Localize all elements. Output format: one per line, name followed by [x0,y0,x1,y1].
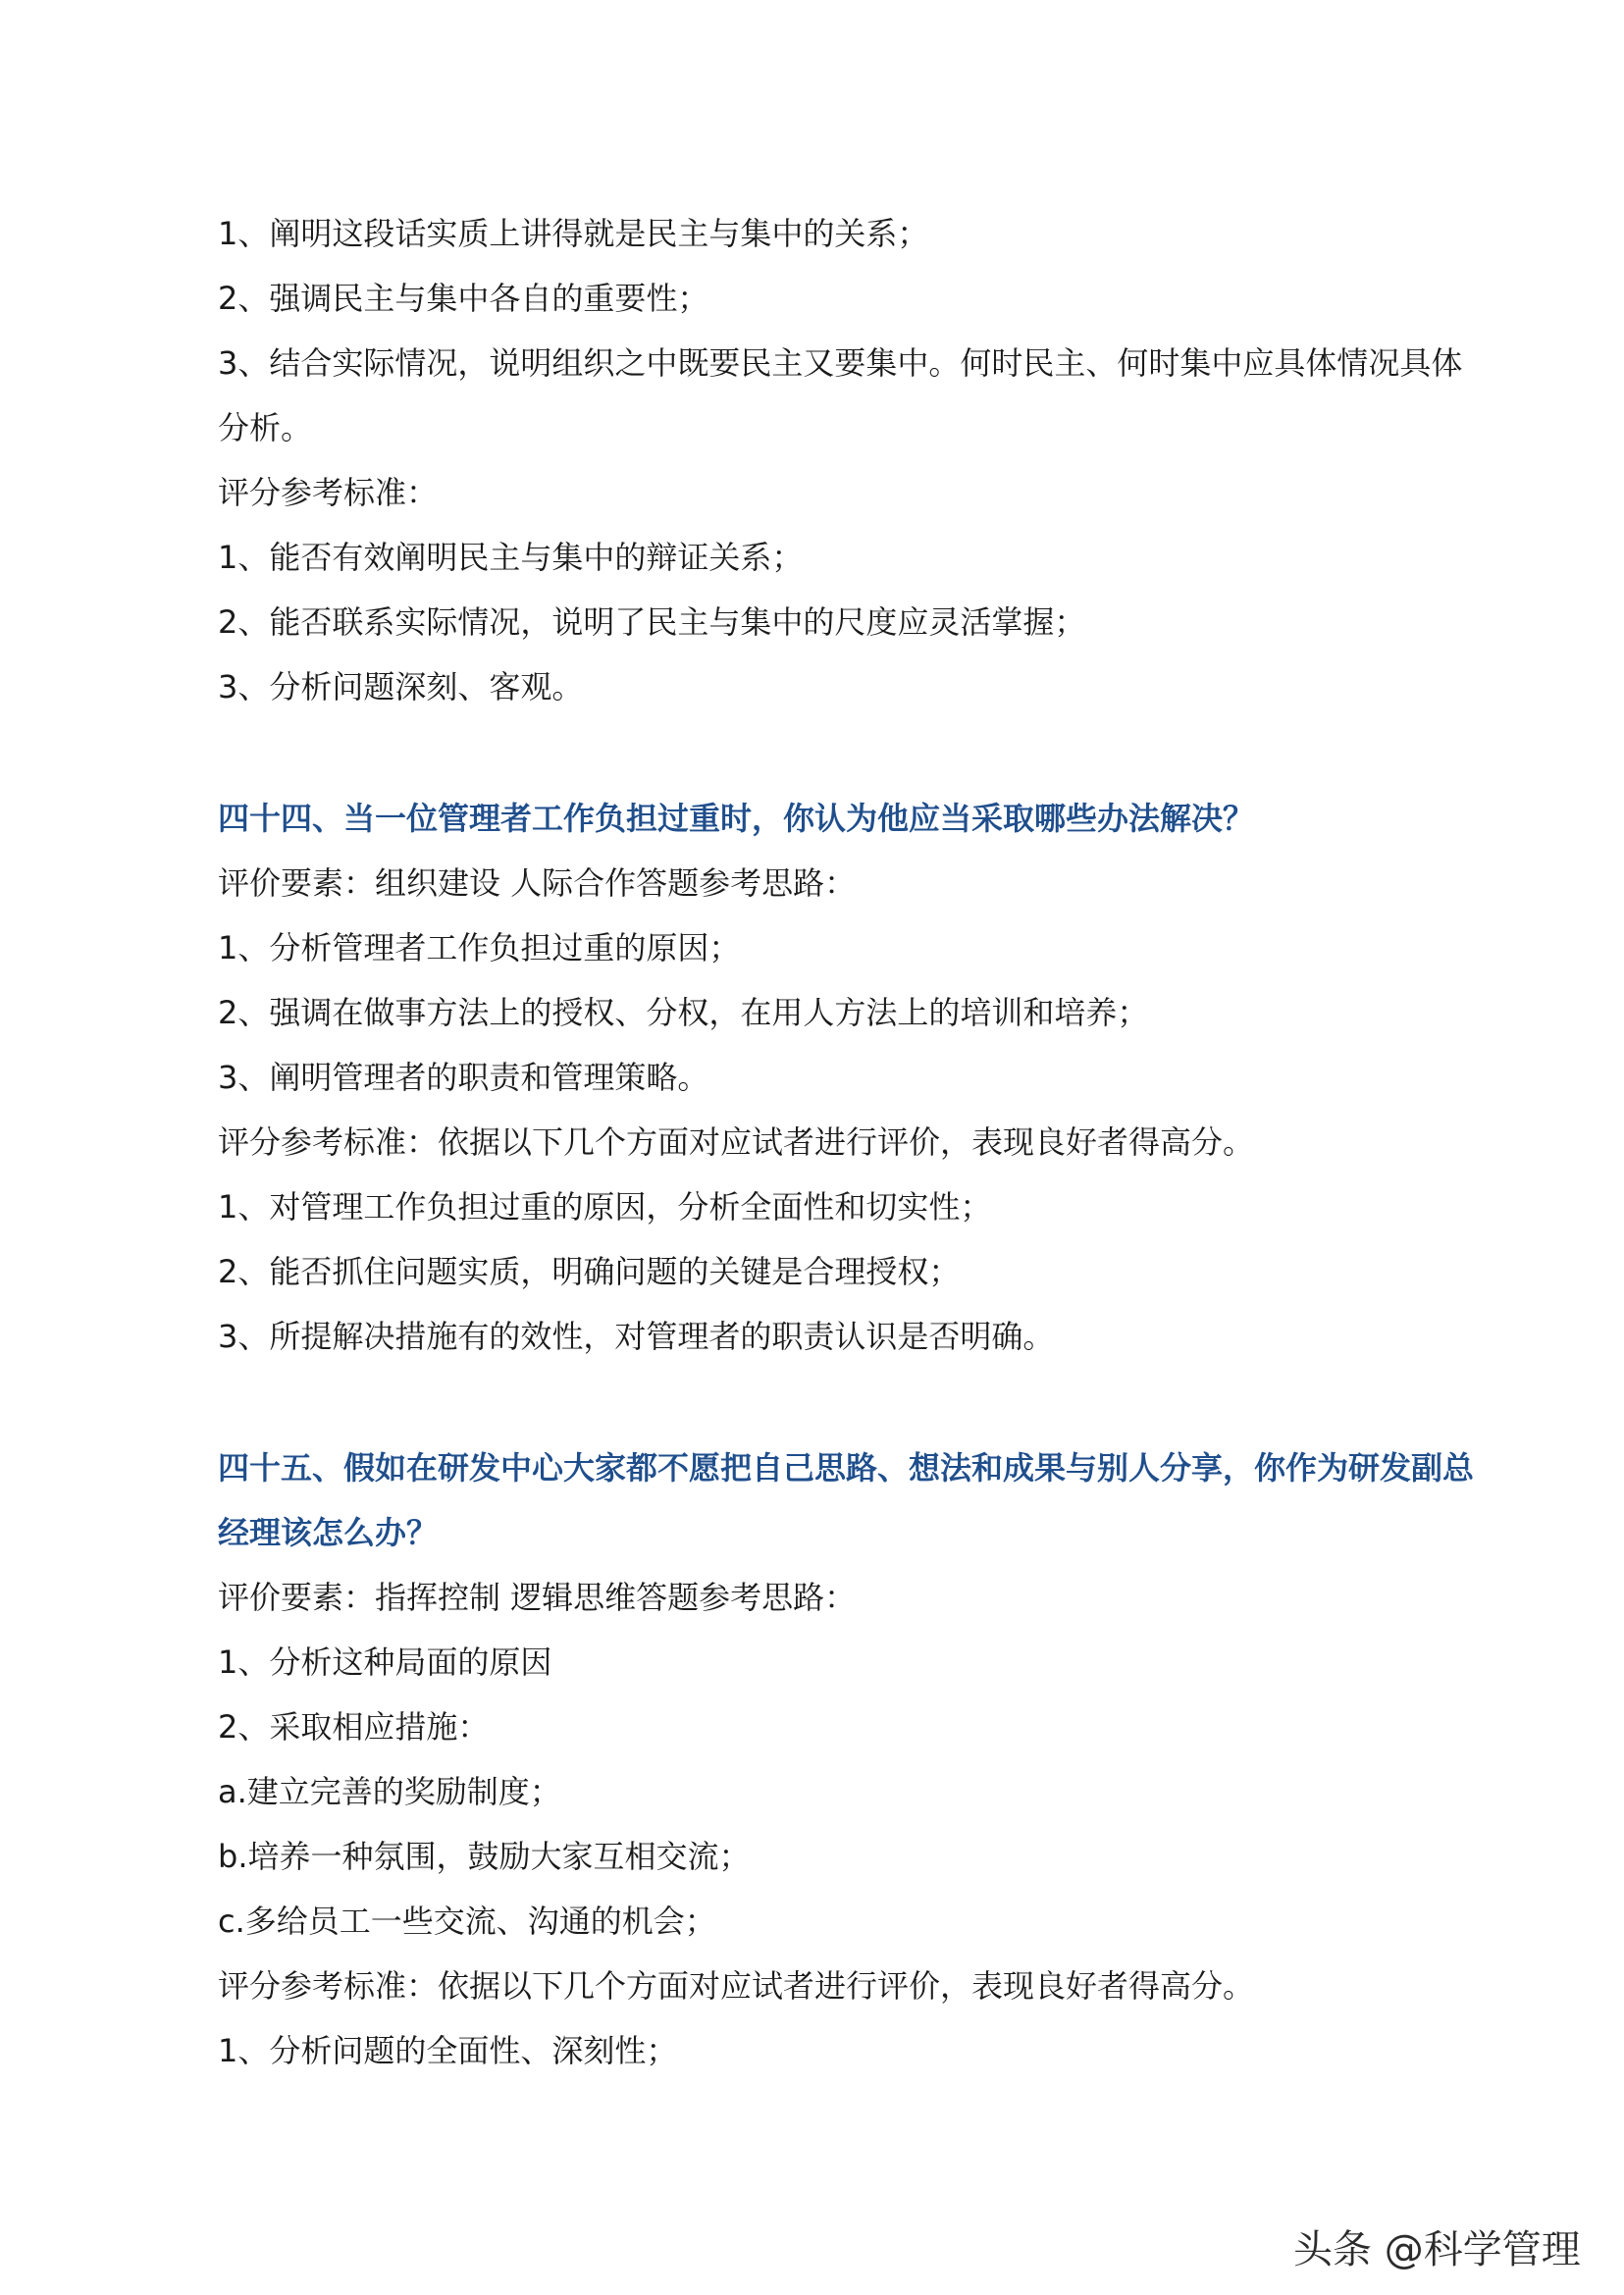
list-item: 3、所提解决措施有的效性，对管理者的职责认识是否明确。 [218,1318,1055,1355]
evaluation-elements: 评价要素：指挥控制 逻辑思维答题参考思路： [218,1579,857,1616]
list-item: b.培养一种氛围，鼓励大家互相交流； [218,1838,751,1875]
document-page [218,201,1493,2083]
list-item: 2、强调民主与集中各自的重要性； [218,280,709,317]
list-item: a.建立完善的奖励制度； [218,1773,561,1810]
list-item: 3、分析问题深刻、客观。 [218,668,584,705]
watermark: 头条 @科学管理 [1293,2227,1581,2272]
list-item: 2、强调在做事方法上的授权、分权，在用人方法上的培训和培养； [218,994,1149,1031]
list-item: c.多给员工一些交流、沟通的机会； [218,1903,716,1940]
section-question-45 [218,1435,1493,2083]
scoring-label: 评分参考标准： [218,474,439,511]
section-spacer [218,1369,1493,1435]
list-item: 2、能否抓住问题实质，明确问题的关键是合理授权； [218,1253,961,1290]
list-item: 1、分析这种局面的原因 [218,1643,552,1681]
list-item: 1、分析问题的全面性、深刻性； [218,2032,678,2069]
section-answer-43 [218,201,1493,719]
section-question-44 [218,786,1493,1369]
list-item: 2、采取相应措施： [218,1708,490,1746]
question-heading: 四十五、假如在研发中心大家都不愿把自己思路、想法和成果与别人分享，你作为研发副总经理该怎么办？ [218,1449,1475,1551]
list-item: 2、能否联系实际情况，说明了民主与集中的尺度应灵活掌握； [218,603,1086,641]
list-item: 1、分析管理者工作负担过重的原因； [218,929,741,966]
scoring-label: 评分参考标准：依据以下几个方面对应试者进行评价，表现良好者得高分。 [218,1967,1255,2005]
list-item: 1、阐明这段话实质上讲得就是民主与集中的关系； [218,215,929,252]
list-item: 3、结合实际情况，说明组织之中既要民主又要集中。何时民主、何时集中应具体情况具体分析。 [218,344,1463,446]
evaluation-elements: 评价要素：组织建设 人际合作答题参考思路： [218,864,857,902]
list-item: 3、阐明管理者的职责和管理策略。 [218,1059,709,1096]
question-heading: 四十四、当一位管理者工作负担过重时，你认为他应当采取哪些办法解决？ [218,800,1255,837]
scoring-label: 评分参考标准：依据以下几个方面对应试者进行评价，表现良好者得高分。 [218,1123,1255,1161]
section-spacer [218,719,1493,786]
list-item: 1、对管理工作负担过重的原因，分析全面性和切实性； [218,1188,992,1226]
list-item: 1、能否有效阐明民主与集中的辩证关系； [218,539,804,576]
